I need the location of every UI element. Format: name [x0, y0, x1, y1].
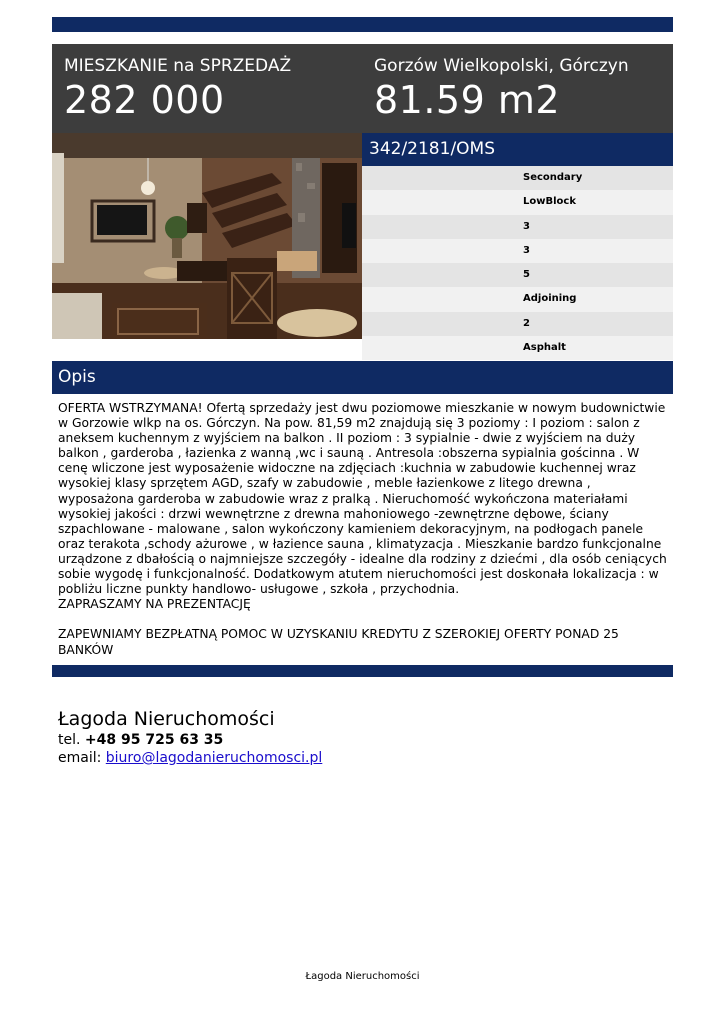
bottom-bar — [52, 665, 673, 677]
property-photo — [52, 133, 362, 339]
listing-header — [52, 44, 673, 133]
reference-number: 342/2181/OMS — [362, 133, 673, 166]
agency-name: Łagoda Nieruchomości — [58, 708, 275, 730]
agency-email-line — [58, 749, 322, 767]
feature-row-kitchen: Adjoining — [362, 287, 673, 311]
email-link[interactable]: biuro@lagodanieruchomosci.pl — [105, 750, 323, 766]
agency-phone-line — [58, 731, 322, 749]
feature-row-3: 3 — [362, 215, 673, 239]
top-bar — [52, 17, 673, 32]
footer-text: Łagoda Nieruchomości — [305, 971, 420, 982]
feature-row-market: Secondary — [362, 166, 673, 190]
header-left — [64, 56, 291, 122]
feature-row-road: Asphalt — [362, 336, 673, 360]
phone-label: tel. — [58, 732, 81, 748]
feature-row-4: 3 — [362, 239, 673, 263]
header-right — [374, 56, 629, 122]
offer-type: MIESZKANIE na SPRZEDAŻ — [64, 56, 292, 76]
feature-row-5: 5 — [362, 263, 673, 287]
feature-row-building-type: LowBlock — [362, 190, 673, 214]
price: 282 000 — [64, 78, 225, 122]
agency-contact — [58, 708, 322, 767]
email-label: email: — [58, 750, 102, 766]
phone-number: +48 95 725 63 35 — [84, 732, 224, 748]
feature-row-7: 2 — [362, 312, 673, 336]
features-table — [362, 166, 673, 360]
area: 81.59 m2 — [374, 78, 561, 122]
description-heading: Opis — [52, 361, 673, 394]
description-text: OFERTA WSTRZYMANA! Ofertą sprzedaży jest dwu poziomowe mieszkanie w nowym budownictwie w Gorzowie wlkp na os. Górczyn. Na pow. 81,59 m2 znajdują się 3 poziomy : I poziom : salon z aneksem kuchennym z wyjściem na balkon . II poziom : 3 sypialnie - dwie z wyjściem na duży balkon , garderoba , łazienka z wanną ,wc i sauną . Antresola :obszerna sypialnia gościnna . W cenę wliczone jest wyposażenie widoczne na zdjęciach :kuchnia w zabudowie kuchennej wraz wysokiej klasy sprzętem AGD, szafy w zabudowie , meble łazienkowe z litego drewna , wyposażona garderoba w zabudowie wraz z pralką . Nieruchomość wykończona materiałami wysokiej jakości : drzwi wewnętrzne z drewna mahoniowego -zewnętrzne dębowe, ściany szpachlowane - malowane , salon wykończony kamieniem dekoracyjnym, na podłogach panele oraz terakota ,schody ażurowe , w łazience sauna , klimatyzacja . Mieszkanie bardzo funkcjonalne urządzone z dbałością o najmniejsze szczegóły - idealne dla rodziny z dziećmi , dla osób ceniących sobie wygodę i funkcjonalność. Dodatkowym atutem nieruchomości jest doskonała lokalizacja : w pobliżu liczne punkty handlowo- usługowe , szkoła , przychodnia. ZAPRASZAMY NA PREZENTACJĘ ZAPEWNIAMY BEZPŁATNĄ POMOC W UZYSKANIU KREDYTU Z SZEROKIEJ OFERTY PONAD 25 BANKÓW — [58, 401, 667, 657]
location: Gorzów Wielkopolski, Górczyn — [374, 56, 629, 76]
